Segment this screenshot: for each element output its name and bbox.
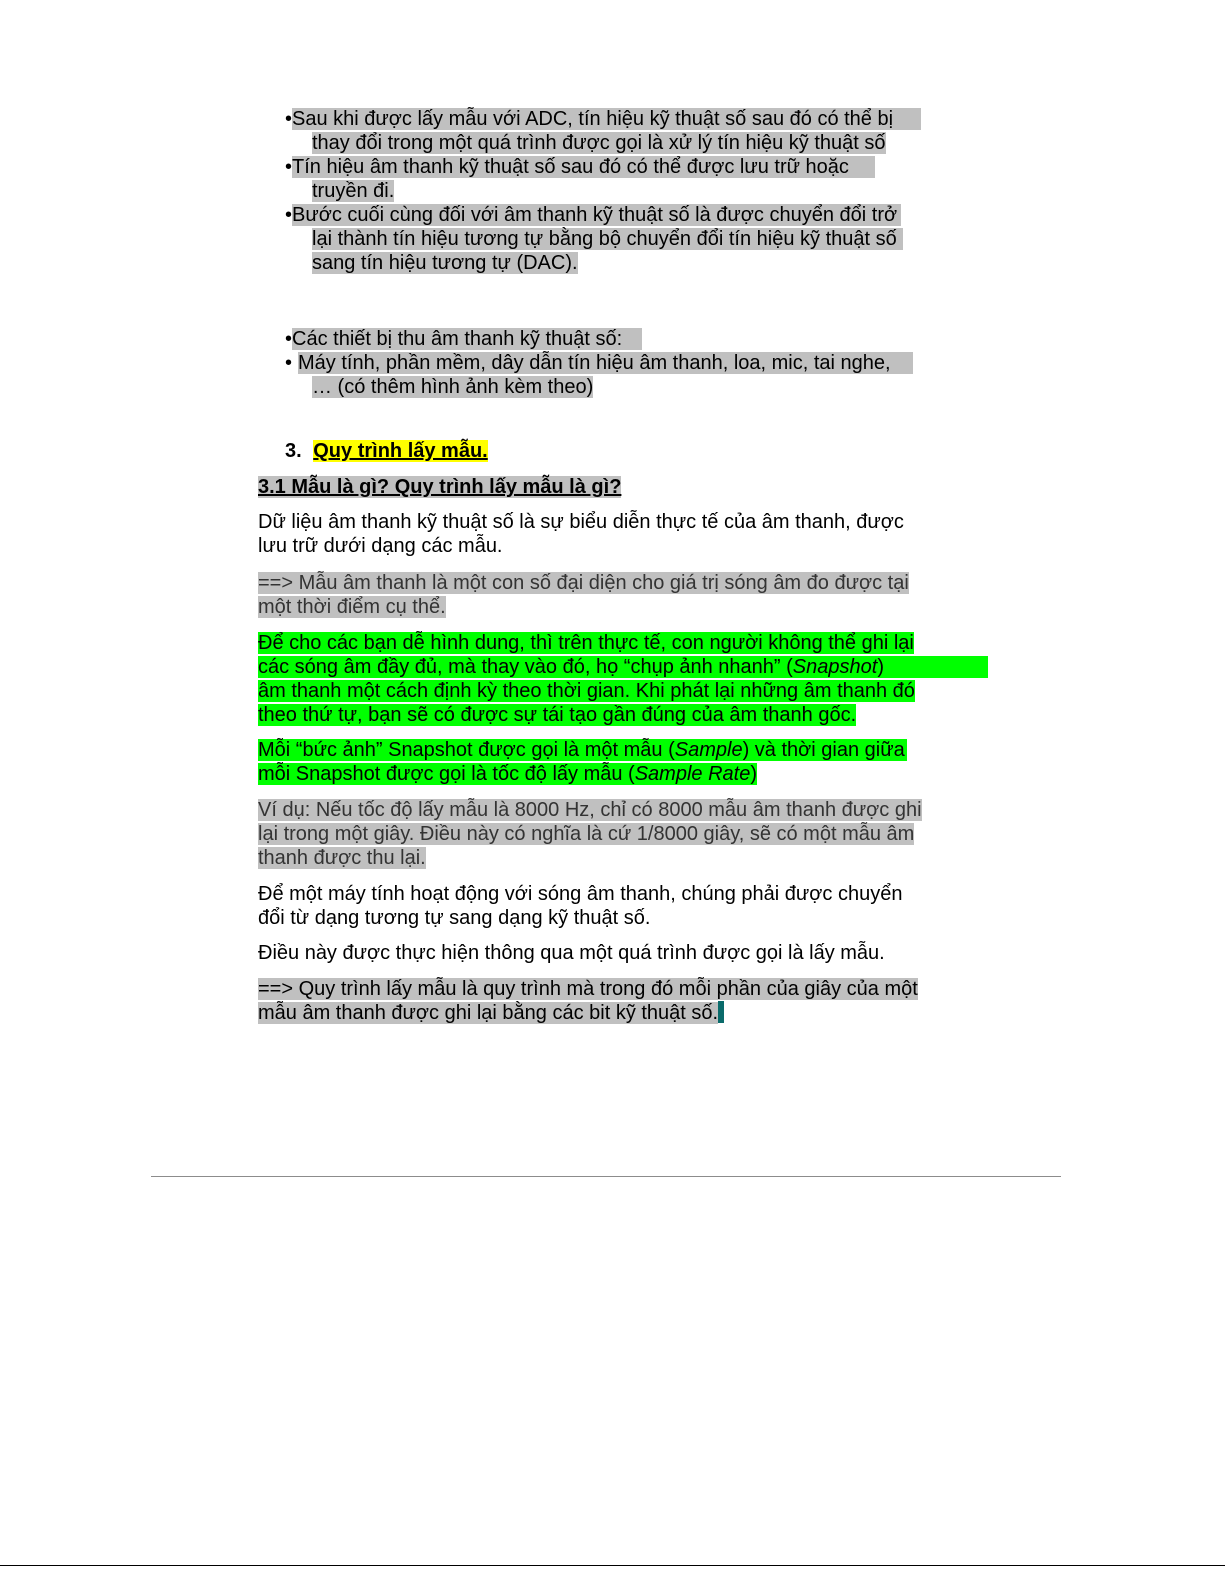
bullet-glyph: • <box>285 328 293 350</box>
section-3-number: 3. <box>285 440 302 462</box>
paragraph-text: Mỗi “bức ảnh” Snapshot được gọi là một mẫu ( <box>258 739 675 761</box>
paragraph-4-line-2 <box>258 762 757 786</box>
bullet-item-1-line-1 <box>285 107 921 131</box>
devices-item-line-2 <box>312 375 593 399</box>
paragraph-text: Để cho các bạn dễ hình dung, thì trên thực tế, con người không thể ghi lại <box>258 632 914 654</box>
section-3-1-title: 3.1 Mẫu là gì? Quy trình lấy mẫu là gì? <box>258 476 622 498</box>
paragraph-text: Dữ liệu âm thanh kỹ thuật số là sự biểu diễn thực tế của âm thanh, được <box>258 511 904 533</box>
bullet-item-3-line-2 <box>312 227 903 251</box>
paragraph-italic-text: Snapshot <box>792 656 878 678</box>
bottom-border <box>0 1565 1225 1566</box>
bullet-text: Bước cuối cùng đối với âm thanh kỹ thuật số là được chuyển đổi trở <box>292 204 901 226</box>
paragraph-text: ) <box>877 656 884 678</box>
devices-item-line-1 <box>285 351 913 375</box>
devices-title-text: Các thiết bị thu âm thanh kỹ thuật số: <box>292 328 642 350</box>
paragraph-1-line-2 <box>258 534 503 558</box>
paragraph-text: ) <box>750 763 757 785</box>
paragraph-italic-text: Sample <box>674 739 743 761</box>
bullet-text: Tín hiệu âm thanh kỹ thuật số sau đó có thể được lưu trữ hoặc <box>292 156 875 178</box>
paragraph-6-line-2 <box>258 906 650 930</box>
paragraph-3-line-4 <box>258 703 856 727</box>
paragraph-text: Ví dụ: Nếu tốc độ lấy mẫu là 8000 Hz, chỉ có 8000 mẫu âm thanh được ghi <box>258 799 922 821</box>
paragraph-text: Điều này được thực hiện thông qua một quá trình được gọi là lấy mẫu. <box>258 942 885 964</box>
paragraph-text: mẫu âm thanh được ghi lại bằng các bit kỹ thuật số. <box>258 1002 719 1024</box>
paragraph-3-line-2 <box>258 655 988 679</box>
paragraph-text: một thời điểm cụ thể. <box>258 596 446 618</box>
paragraph-text: ==> Mẫu âm thanh là một con số đại diện cho giá trị sóng âm đo được tại <box>258 572 909 594</box>
page-break-rule <box>151 1176 1061 1177</box>
bullet-text: lại thành tín hiệu tương tự bằng bộ chuyển đổi tín hiệu kỹ thuật số <box>312 228 903 250</box>
bullet-glyph: • <box>285 108 293 130</box>
bullet-glyph: • <box>285 204 293 226</box>
paragraph-italic-text: Sample Rate <box>634 763 751 785</box>
paragraph-5-line-2 <box>258 822 914 846</box>
bullet-text: sang tín hiệu tương tự (DAC). <box>312 252 578 274</box>
bullet-item-1-line-2 <box>312 131 886 155</box>
section-3-1-heading <box>258 475 621 499</box>
paragraph-5-line-1 <box>258 798 922 822</box>
bullet-text: thay đổi trong một quá trình được gọi là xử lý tín hiệu kỹ thuật số <box>312 132 886 154</box>
bullet-item-3-line-1 <box>285 203 901 227</box>
paragraph-3-line-1 <box>258 631 914 655</box>
paragraph-text: ==> Quy trình lấy mẫu là quy trình mà trong đó mỗi phần của giây của một <box>258 978 918 1000</box>
section-3-heading <box>285 439 488 463</box>
section-3-title: Quy trình lấy mẫu. <box>313 440 488 462</box>
paragraph-6-line-1 <box>258 882 902 906</box>
paragraph-text: lưu trữ dưới dạng các mẫu. <box>258 535 503 557</box>
paragraph-2-line-2 <box>258 595 446 619</box>
bullet-text: truyền đi. <box>312 180 395 202</box>
paragraph-text: “chụp ảnh nhanh” ( <box>623 656 793 678</box>
bullet-item-3-line-3 <box>312 251 578 275</box>
paragraph-text: Để một máy tính hoạt động với sóng âm thanh, chúng phải được chuyển <box>258 883 903 905</box>
bullet-glyph: • <box>285 352 298 374</box>
paragraph-text: các sóng âm đầy đủ, mà thay vào đó, họ <box>258 656 619 678</box>
paragraph-8-line-1 <box>258 977 918 1001</box>
paragraph-7-line-1 <box>258 941 885 965</box>
paragraph-1-line-1 <box>258 510 904 534</box>
paragraph-text: theo thứ tự, bạn sẽ có được sự tái tạo gần đúng của âm thanh gốc. <box>258 704 857 726</box>
paragraph-4-line-1 <box>258 738 907 762</box>
paragraph-text: thanh được thu lại. <box>258 847 426 869</box>
paragraph-text: mỗi Snapshot được gọi là tốc độ lấy mẫu ( <box>258 763 635 785</box>
devices-item-text: Máy tính, phần mềm, dây dẫn tín hiệu âm thanh, loa, mic, tai nghe, <box>298 352 913 374</box>
paragraph-5-line-3 <box>258 846 426 870</box>
paragraph-text: đổi từ dạng tương tự sang dạng kỹ thuật số. <box>258 907 651 929</box>
text-cursor <box>718 1001 724 1023</box>
bullet-text: Sau khi được lấy mẫu với ADC, tín hiệu kỹ thuật số sau đó có thể bị <box>292 108 921 130</box>
paragraph-3-line-3 <box>258 679 915 703</box>
devices-item-text: … (có thêm hình ảnh kèm theo) <box>312 376 594 398</box>
paragraph-text: âm thanh một cách định kỳ theo thời gian. Khi phát lại những âm thanh đó <box>258 680 915 702</box>
devices-title <box>285 327 642 351</box>
paragraph-2-line-1 <box>258 571 909 595</box>
paragraph-text: ) và thời gian giữa <box>742 739 905 761</box>
bullet-glyph: • <box>285 156 293 178</box>
paragraph-8-line-2 <box>258 1001 724 1025</box>
bullet-item-2-line-2 <box>312 179 394 203</box>
bullet-item-2-line-1 <box>285 155 875 179</box>
paragraph-text: lại trong một giây. Điều này có nghĩa là cứ 1/8000 giây, sẽ có một mẫu âm <box>258 823 915 845</box>
